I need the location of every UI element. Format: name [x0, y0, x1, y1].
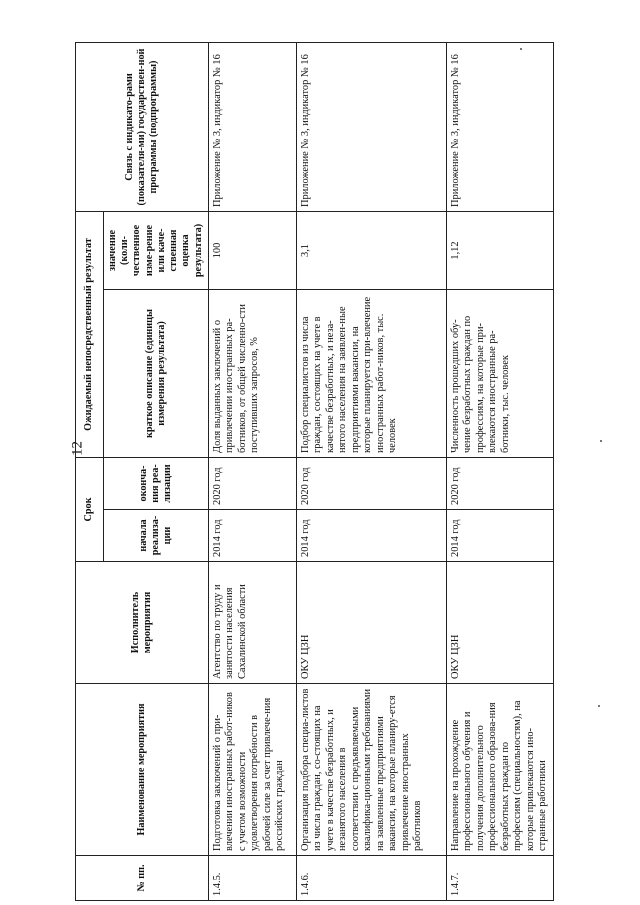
header-executor: Исполнитель мероприятия — [76, 562, 209, 684]
cell-end: 2020 год — [446, 458, 553, 510]
cell-start: 2014 год — [208, 510, 296, 562]
measures-table — [75, 42, 554, 901]
cell-end: 2020 год — [296, 458, 446, 510]
cell-desc: Подбор специалистов из числа граждан, состоящих на учете в качестве безработных, и неза-нятого населения на заявлен-ные предприятиями вакансии, на которые планируется при-влечение иностранных работ-ников, тыс. человек — [296, 290, 446, 458]
scan-speck — [520, 48, 522, 50]
table-row — [208, 43, 296, 901]
header-result-desc: краткое описание (единицы измерения результата) — [104, 290, 209, 458]
cell-executor: ОКУ ЦЗН — [446, 562, 553, 684]
cell-end: 2020 год — [208, 458, 296, 510]
cell-link: Приложение № 3, индикатор № 16 — [296, 43, 446, 212]
header-term-end: оконча-ния реа-лизации — [104, 458, 209, 510]
cell-executor: Агентство по труду и занятости населения Сахалинской области — [208, 562, 296, 684]
scan-speck — [598, 705, 600, 707]
header-link: Связь с индикато-рами (показателя-ми) государствен-ной программы (подпрограммы) — [76, 43, 209, 212]
cell-value: 100 — [208, 212, 296, 290]
header-num: № пп. — [76, 856, 209, 901]
scan-speck — [600, 440, 602, 442]
cell-num: 1.4.6. — [296, 856, 446, 901]
table-row — [446, 43, 553, 901]
cell-name: Организация подбора специа-листов из числа граждан, со-стоящих на учете в качестве безработных, и незанятого населения в соответствии с предъявляемыми квалифика-ционными требованиями на заявленные предприятиями вакансии, на которые планиру-ется привлечение иностранных работников — [296, 684, 446, 856]
cell-executor: ОКУ ЦЗН — [296, 562, 446, 684]
cell-desc: Доля выданных заключений о привлечении иностранных ра-ботников, от общей численно-сти поступивших запросов, % — [208, 290, 296, 458]
cell-name: Направление на прохождение профессионального обучения и получения дополнительного профессионального образова-ния безработных граждан по профессиям (специальностям), на которые привлекаются ино-странные работники — [446, 684, 553, 856]
cell-start: 2014 год — [296, 510, 446, 562]
cell-link: Приложение № 3, индикатор № 16 — [208, 43, 296, 212]
cell-start: 2014 год — [446, 510, 553, 562]
header-term: Срок — [76, 458, 104, 562]
cell-value: 3,1 — [296, 212, 446, 290]
cell-num: 1.4.5. — [208, 856, 296, 901]
header-name: Наименование мероприятия — [76, 684, 209, 856]
header-row-1 — [76, 43, 104, 901]
table-row — [296, 43, 446, 901]
cell-desc: Численность прошедших обу-чение безработных граждан по профессиям, на которые при-влекаются иностранные ра-ботники, тыс. человек — [446, 290, 553, 458]
document-table-container — [75, 43, 549, 901]
cell-num: 1.4.7. — [446, 856, 553, 901]
header-result-value: значение (коли-чественное изме-рение или каче-ственная оценка результата) — [104, 212, 209, 290]
cell-name: Подготовка заключений о при-влечении иностранных работ-ников с учетом возможности удовлетворения потребности в рабочей силе за счет привлече-ния российских граждан — [208, 684, 296, 856]
page-number: 12 — [69, 441, 86, 456]
header-result: Ожидаемый непосредственный результат — [76, 212, 104, 458]
cell-value: 1,12 — [446, 212, 553, 290]
header-term-start: начала реализа-ции — [104, 510, 209, 562]
cell-link: Приложение № 3, индикатор № 16 — [446, 43, 553, 212]
